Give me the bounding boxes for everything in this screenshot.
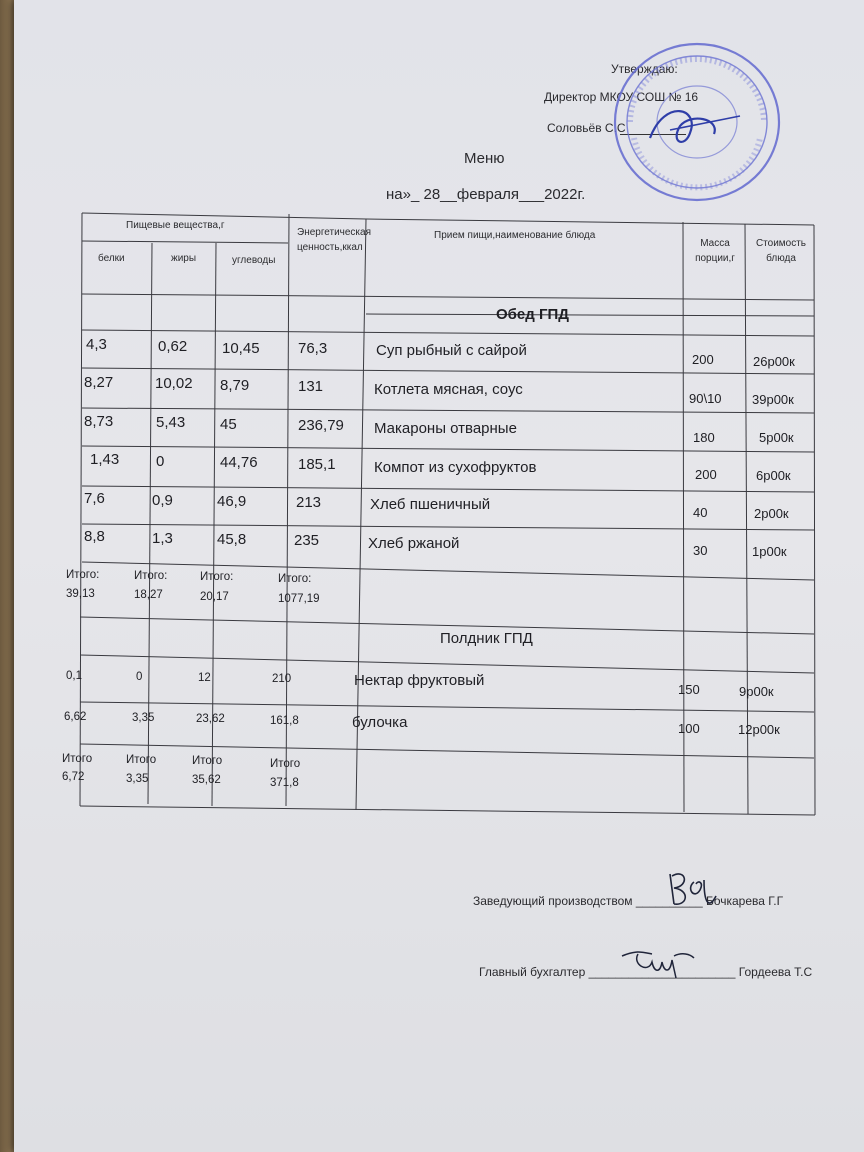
dish-cost: 9р00к xyxy=(739,684,774,699)
portion-mass: 30 xyxy=(693,543,708,558)
manager-signature-line: Заведующий производством __________ Бочкарева Г.Г xyxy=(473,894,784,908)
total-label: Итого: xyxy=(66,569,100,581)
protein-value: 8,8 xyxy=(84,528,105,545)
dish-name: Котлета мясная, соус xyxy=(374,381,523,398)
fat-value: 0,62 xyxy=(158,338,188,355)
protein-value: 4,3 xyxy=(86,336,107,353)
portion-mass: 180 xyxy=(693,430,715,445)
header-protein: белки xyxy=(98,253,125,264)
fat-value: 3,35 xyxy=(132,712,155,724)
document-page xyxy=(14,0,864,1152)
fat-value: 0 xyxy=(136,671,143,683)
total-carbs: 20,17 xyxy=(200,591,229,603)
fat-value: 0 xyxy=(156,453,165,470)
portion-mass: 200 xyxy=(695,467,717,482)
header-nutrients: Пищевые вещества,г xyxy=(126,220,225,231)
protein-value: 8,27 xyxy=(84,374,114,391)
total-label: Итого xyxy=(126,754,157,766)
energy-value: 213 xyxy=(296,494,322,511)
energy-value: 236,79 xyxy=(298,417,344,434)
total-label: Итого xyxy=(62,753,93,765)
header-meal: Прием пищи,наименование блюда xyxy=(434,230,596,241)
dish-cost: 39р00к xyxy=(752,392,794,407)
total-label: Итого xyxy=(270,758,301,770)
dish-cost: 26р00к xyxy=(753,354,795,369)
dish-cost: 12р00к xyxy=(738,722,780,737)
energy-value: 161,8 xyxy=(270,715,299,727)
dish-name: Нектар фруктовый xyxy=(354,672,485,689)
manager-signature-icon xyxy=(664,866,724,912)
menu-title: Меню xyxy=(464,150,505,167)
dish-name: Компот из сухофруктов xyxy=(374,459,537,476)
section-title-snack: Полдник ГПД xyxy=(440,630,533,647)
total-label: Итого: xyxy=(134,570,168,582)
carbs-value: 12 xyxy=(198,672,211,684)
accountant-signature-line: Главный бухгалтер ______________________ Гордеева Т.С xyxy=(479,965,813,979)
carbs-value: 44,76 xyxy=(220,454,258,471)
portion-mass: 200 xyxy=(692,352,714,367)
portion-mass: 100 xyxy=(678,721,700,736)
accountant-signature-icon xyxy=(618,944,698,984)
menu-date: на»_ 28__февраля___2022г. xyxy=(386,186,586,203)
protein-value: 6,62 xyxy=(64,711,87,723)
energy-value: 185,1 xyxy=(298,456,336,473)
total-carbs: 35,62 xyxy=(192,774,221,786)
approval-label: Утверждаю: xyxy=(611,62,678,76)
carbs-value: 45 xyxy=(220,416,237,433)
header-energy: Энергетическая ценность,ккал xyxy=(297,227,371,253)
header-fat: жиры xyxy=(171,253,197,264)
protein-value: 8,73 xyxy=(84,413,114,430)
total-protein: 6,72 xyxy=(62,771,85,783)
carbs-value: 23,62 xyxy=(196,713,225,725)
dish-name: булочка xyxy=(352,714,408,731)
dish-cost: 6р00к xyxy=(756,468,791,483)
carbs-value: 8,79 xyxy=(220,377,250,394)
total-energy: 371,8 xyxy=(270,777,299,789)
total-label: Итого: xyxy=(200,571,234,583)
dish-name: Макароны отварные xyxy=(374,420,517,437)
fat-value: 0,9 xyxy=(152,492,173,509)
director-title: Директор МКОУ СОШ № 16 xyxy=(544,90,699,104)
energy-value: 76,3 xyxy=(298,340,328,357)
fat-value: 10,02 xyxy=(155,375,193,392)
energy-value: 210 xyxy=(272,673,292,685)
dish-cost: 5р00к xyxy=(759,430,794,445)
portion-mass: 150 xyxy=(678,682,700,697)
header-carbs: углеводы xyxy=(232,255,276,266)
header-mass: Масса порции,г xyxy=(695,238,735,264)
header-cost: Стоимость блюда xyxy=(755,238,807,264)
fat-value: 1,3 xyxy=(152,530,173,547)
total-label: Итого xyxy=(192,755,223,767)
total-label: Итого: xyxy=(278,573,312,585)
carbs-value: 46,9 xyxy=(217,493,247,510)
total-fat: 3,35 xyxy=(126,773,149,785)
dish-cost: 2р00к xyxy=(754,506,789,521)
dish-name: Суп рыбный с сайрой xyxy=(376,342,527,359)
director-name: Соловьёв С.С xyxy=(547,121,626,135)
portion-mass: 90\10 xyxy=(689,391,722,406)
total-energy: 1077,19 xyxy=(278,593,320,605)
energy-value: 131 xyxy=(298,378,324,395)
dish-name: Хлеб ржаной xyxy=(368,535,460,552)
protein-value: 1,43 xyxy=(90,451,120,468)
portion-mass: 40 xyxy=(693,505,708,520)
total-fat: 18,27 xyxy=(134,589,163,601)
dish-name: Хлеб пшеничный xyxy=(370,496,491,513)
section-title-lunch: Обед ГПД xyxy=(496,306,569,323)
fat-value: 5,43 xyxy=(156,414,186,431)
dish-cost: 1р00к xyxy=(752,544,787,559)
carbs-value: 45,8 xyxy=(217,531,247,548)
protein-value: 7,6 xyxy=(84,490,105,507)
protein-value: 0,1 xyxy=(66,670,82,682)
carbs-value: 10,45 xyxy=(222,340,260,357)
energy-value: 235 xyxy=(294,532,320,549)
total-protein: 39,13 xyxy=(66,588,95,600)
